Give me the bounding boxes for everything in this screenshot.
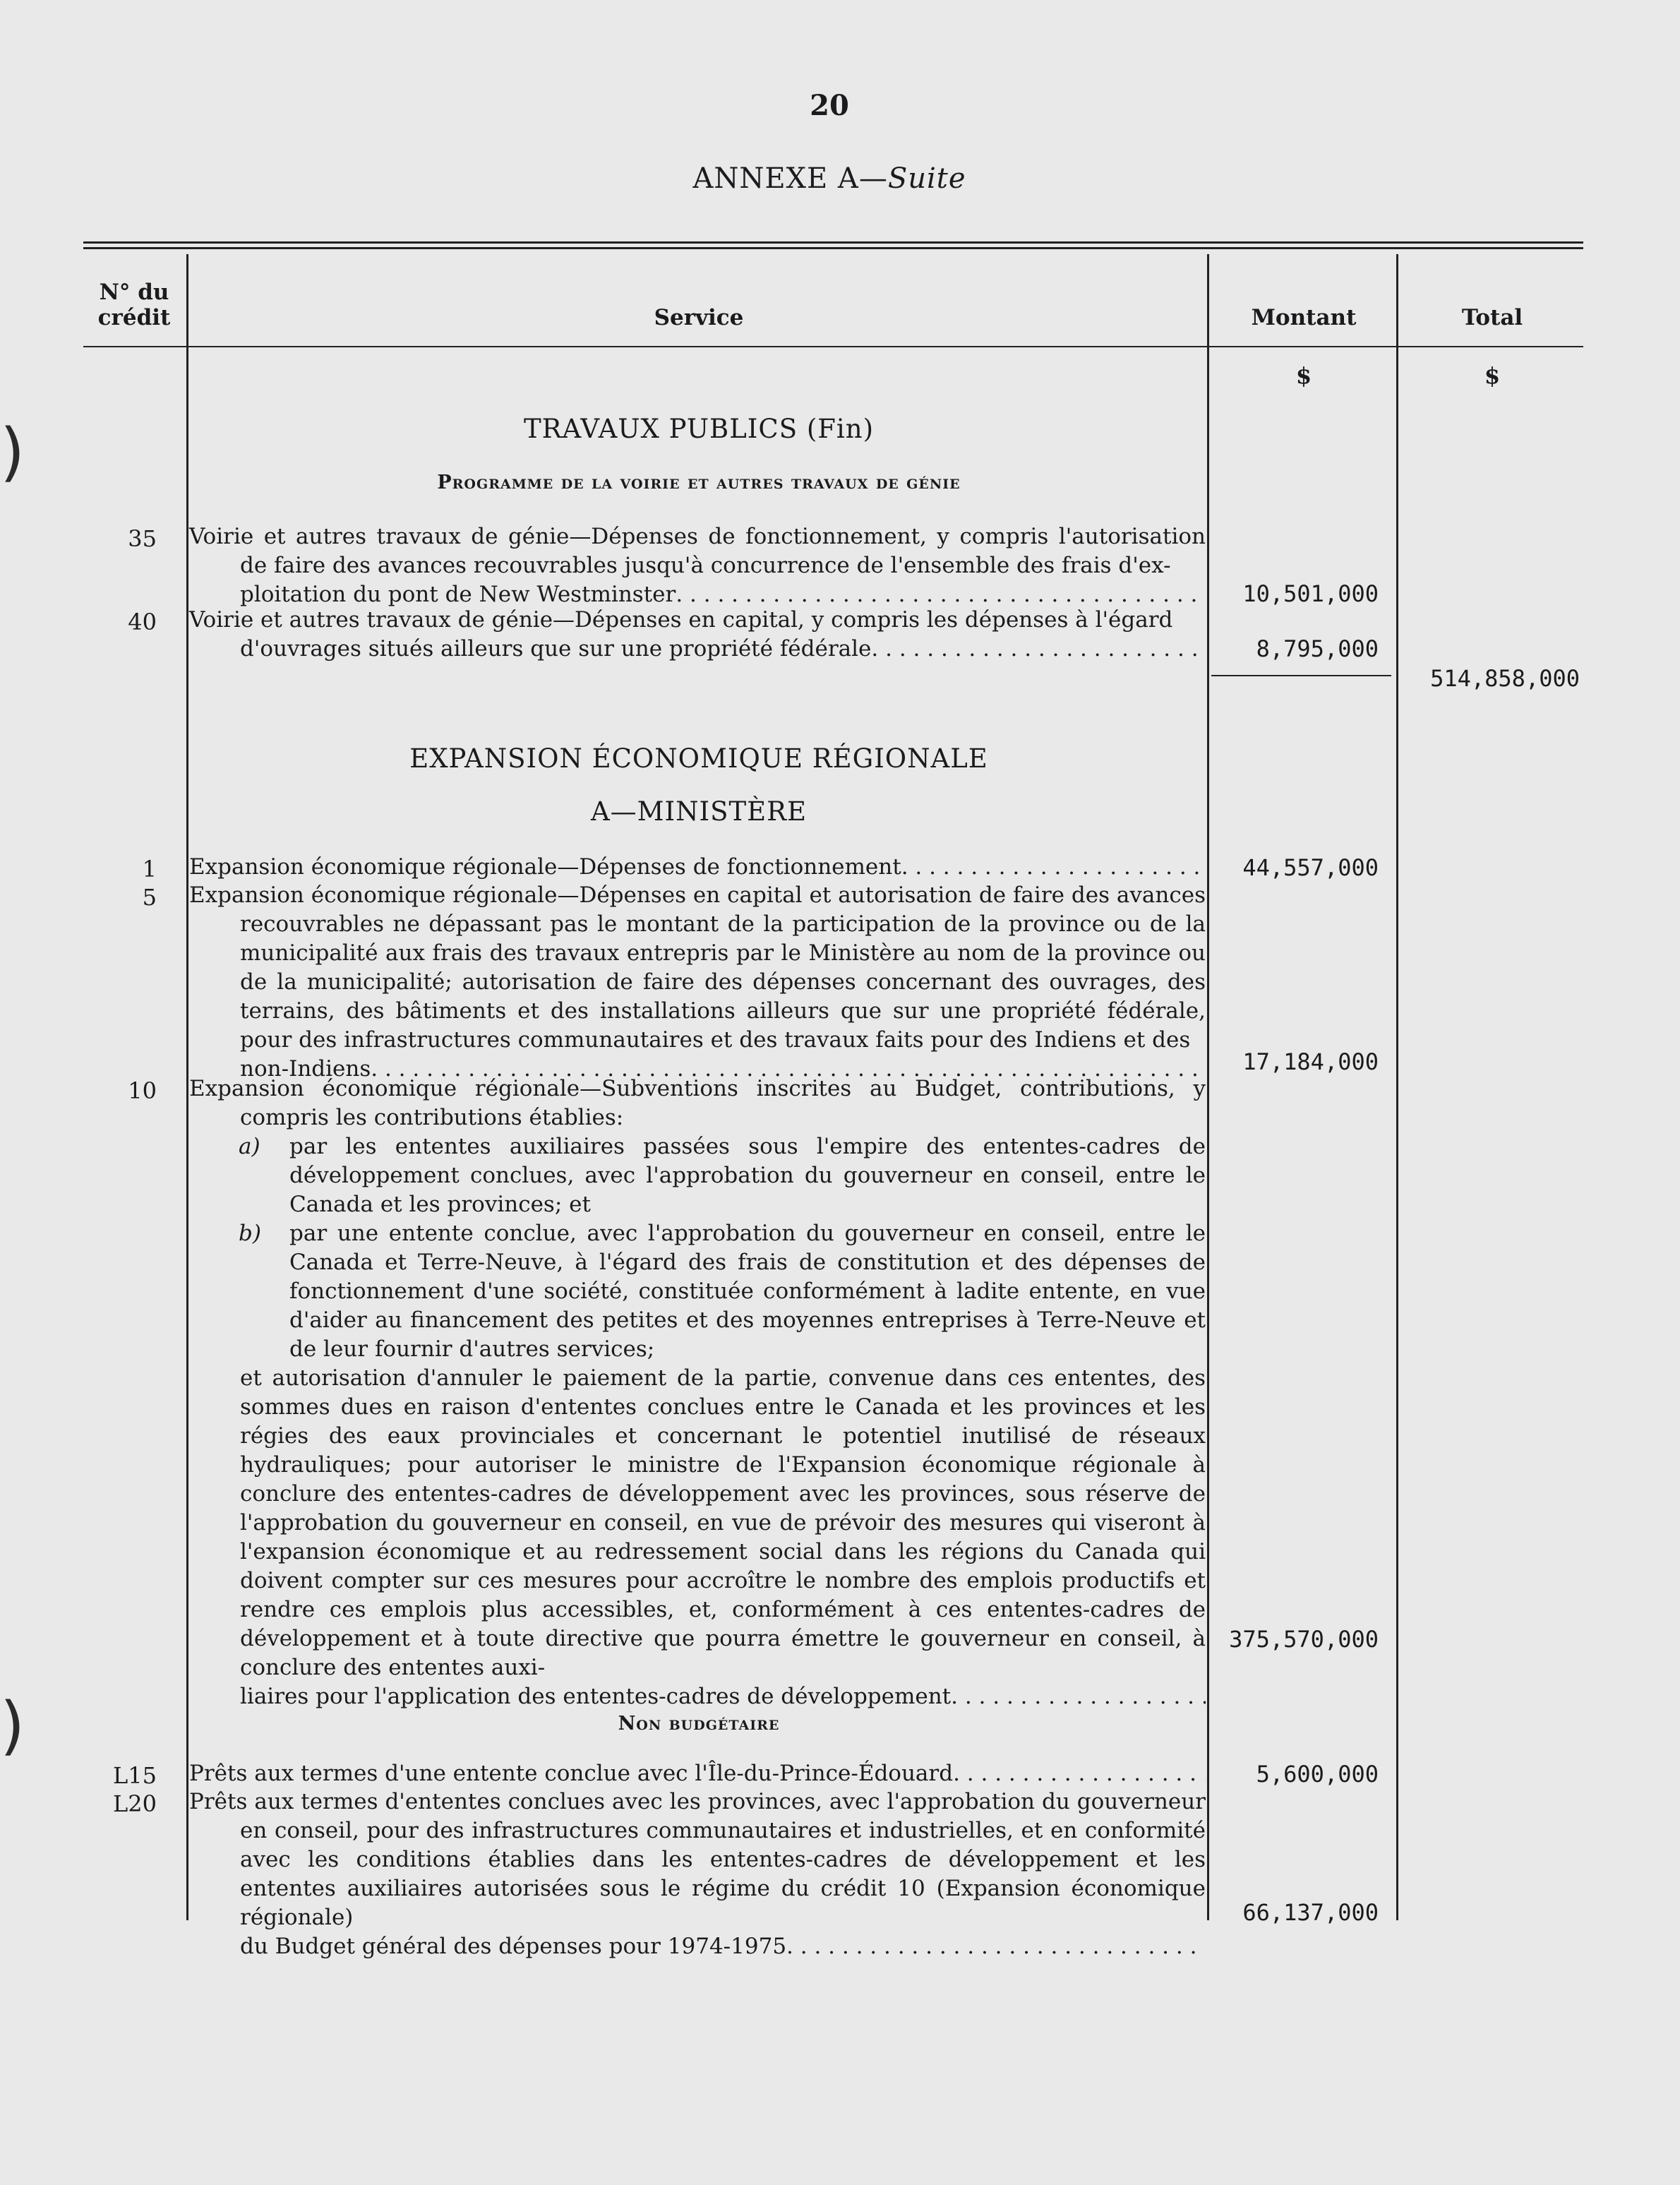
- binding-hole-mark-top: ): [0, 415, 25, 489]
- section-total-value: 514,858,000: [1430, 665, 1580, 692]
- column-header-credit: [85, 280, 184, 330]
- description-last-line: Prêts aux termes d'une entente conclue avec l'Île-du-Prince-Édouard: [189, 1761, 954, 1786]
- credit-description: [189, 522, 1206, 609]
- amount-value: 10,501,000: [1242, 580, 1379, 607]
- column-divider-amount: [1396, 254, 1398, 1920]
- dot-leader: [951, 1682, 1206, 1711]
- amount-value: 44,557,000: [1242, 854, 1379, 881]
- binding-hole-mark-bottom: ): [0, 1689, 25, 1763]
- description-text: Prêts aux termes d'ententes conclues avec les provinces, avec l'approbation du gouverneur en conseil, pour des infrastructures communautaires et industrielles, et en conformité avec les conditions établies dans les ententes-cadres de développement et les ententes auxiliaires autorisées sous le régime du crédit 10 (Expansion économique régionale): [189, 1789, 1206, 1930]
- description-text: Voirie et autres travaux de génie—Dépenses en capital, y compris les dépenses à l'égard: [189, 607, 1173, 633]
- credit-description: [189, 1788, 1206, 1961]
- credit-description: [189, 1074, 1206, 1711]
- amount-value: 17,184,000: [1242, 1048, 1379, 1075]
- credit-description: [189, 606, 1206, 664]
- description-last-line: ploitation du pont de New Westminster: [240, 582, 676, 607]
- credit-number: L20: [113, 1790, 157, 1817]
- table-top-rule-1: [83, 241, 1583, 244]
- title-main: ANNEXE A—: [692, 162, 888, 195]
- item-text: par une entente conclue, avec l'approbation du gouverneur en conseil, entre le Canada et Terre-Neuve, à l'égard des frais de constitution et des dépenses de fonctionnement d'une société, constituée conformément à ladite entente, en vue d'aider au financement des petites et des moyennes entreprises à Terre-Neuve et de leur fournir d'autres services;: [289, 1221, 1206, 1362]
- title-suffix: Suite: [887, 162, 966, 195]
- dot-leader: [676, 580, 1206, 609]
- column-header-total: Total: [1461, 305, 1523, 330]
- program-heading: Programme de la voirie et autres travaux de génie: [437, 472, 961, 493]
- section-heading-expansion-economique: EXPANSION ÉCONOMIQUE RÉGIONALE: [409, 743, 988, 774]
- item-label: b): [239, 1221, 261, 1246]
- item-label: a): [239, 1134, 260, 1159]
- description-last-line: Expansion économique régionale—Dépenses de fonctionnement: [189, 854, 901, 880]
- amount-value: 66,137,000: [1242, 1899, 1379, 1926]
- subtotal-rule: [1211, 675, 1391, 676]
- credit-number: 10: [128, 1077, 157, 1104]
- column-header-amount: Montant: [1251, 305, 1357, 330]
- subsection-heading-non-budgetaire: Non budgétaire: [618, 1713, 780, 1735]
- table-top-rule-2: [83, 247, 1583, 249]
- credit-description: [189, 1759, 1206, 1788]
- description-intro: Expansion économique régionale—Subventions inscrites au Budget, contributions, y compris les contributions établies:: [189, 1076, 1206, 1130]
- amount-value: 5,600,000: [1256, 1761, 1379, 1788]
- amount-value: 375,570,000: [1229, 1626, 1379, 1653]
- dot-leader: [871, 635, 1206, 664]
- description-text: Voirie et autres travaux de génie—Dépenses de fonctionnement, y compris l'autorisation de faire des avances recouvrables jusqu'à concurrence de l'ensemble des frais d'ex-: [189, 524, 1206, 578]
- description-last-line: non-Indiens: [240, 1056, 371, 1082]
- subsection-heading-ministere: A—MINISTÈRE: [590, 796, 808, 827]
- section-heading-travaux-publics: TRAVAUX PUBLICS (Fin): [523, 414, 875, 444]
- dot-leader: [901, 853, 1206, 882]
- credit-number: 5: [142, 884, 157, 911]
- credit-description: [189, 853, 1206, 882]
- description-last-line: d'ouvrages situés ailleurs que sur une propriété fédérale: [240, 636, 872, 662]
- column-header-service: Service: [654, 305, 744, 330]
- amount-value: 8,795,000: [1256, 635, 1379, 662]
- description-text: Expansion économique régionale—Dépenses en capital et autorisation de faire des avances recouvrables ne dépassant pas le montant de la participation de la province ou de la municipalité aux frais des travaux entrepris par le Ministère au nom de la province ou de la municipalité; autorisation de faire des dépenses concernant des ouvrages, des terrains, des bâtiments et des installations ailleurs que sur une propriété fédérale, pour des infrastructures communautaires et des travaux faits pour des Indiens et des: [189, 882, 1206, 1053]
- description-last-line: du Budget général des dépenses pour 1974-1975: [240, 1934, 787, 1959]
- credit-number: 40: [128, 609, 157, 635]
- credit-header-line1: N° du: [99, 280, 169, 305]
- dot-leader: [953, 1759, 1206, 1788]
- description-text: et autorisation d'annuler le paiement de la partie, convenue dans ces ententes, des sommes dues en raison d'ententes conclues entre le Canada et les provinces et les régies des eaux provinciales et concernant le potentiel inutilisé de réseaux hydrauliques; pour autoriser le ministre de l'Expansion économique régionale à conclure des ententes-cadres de développement avec les provinces, sous réserve de l'approbation du gouverneur en conseil, en vue de prévoir des mesures qui viseront à l'expansion économique et au redressement social dans les régions du Canada qui doivent compter sur ces mesures pour accroître le nombre des emplois productifs et rendre ces emplois plus accessibles, et, conformément à ces ententes-cadres de développement et à toute directive que pourra émettre le gouverneur en conseil, à conclure des ententes auxi-: [240, 1365, 1206, 1680]
- credit-header-line2: crédit: [97, 305, 171, 330]
- column-divider-credit: [186, 254, 188, 1920]
- page-number: 20: [810, 89, 849, 122]
- credit-number: 35: [128, 525, 157, 552]
- currency-sign-amount: $: [1295, 362, 1312, 389]
- credit-number: L15: [113, 1762, 157, 1789]
- page-title: [0, 162, 1659, 195]
- table-header-rule: [83, 346, 1583, 347]
- credit-description: [189, 881, 1206, 1084]
- credit-number: 1: [142, 856, 157, 882]
- description-last-line: liaires pour l'application des ententes-cadres de développement: [240, 1684, 952, 1709]
- currency-sign-total: $: [1484, 362, 1501, 389]
- column-divider-service: [1207, 254, 1209, 1920]
- item-text: par les ententes auxiliaires passées sous l'empire des ententes-cadres de développement conclues, avec l'approbation du gouverneur en conseil, entre le Canada et les provinces; et: [289, 1134, 1206, 1217]
- dot-leader: [786, 1932, 1206, 1961]
